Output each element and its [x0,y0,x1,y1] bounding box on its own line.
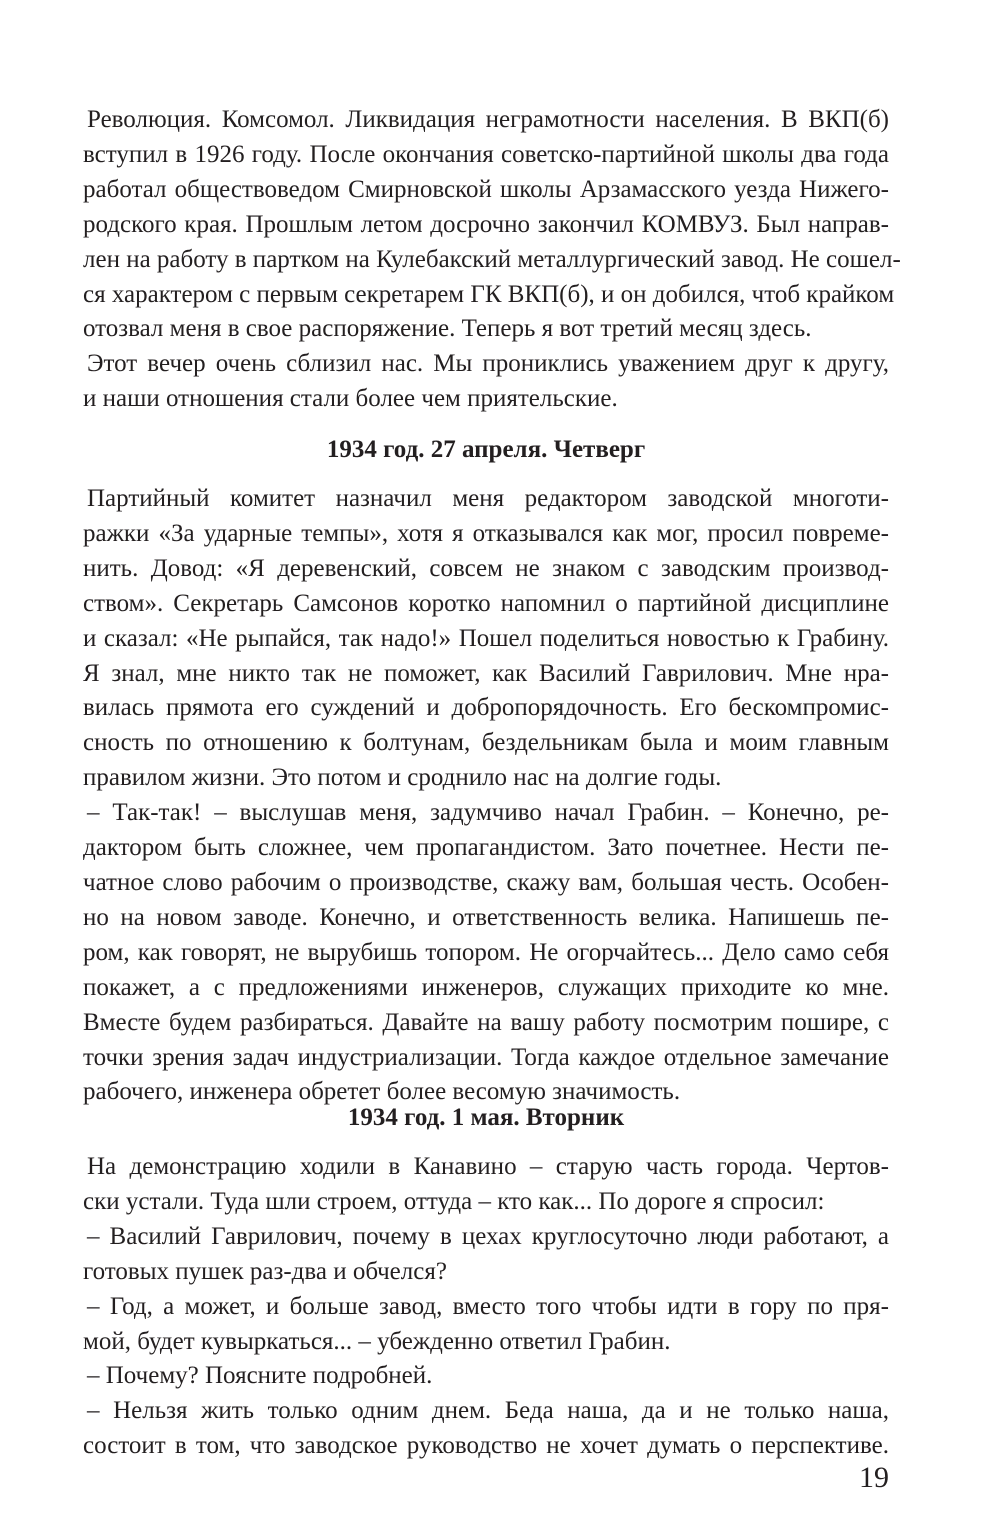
page-number: 19 [859,1461,889,1494]
text-line: родского края. Прошлым летом досрочно закончил КОМВУЗ. Был направ- [83,210,889,238]
text-line: Революция. Комсомол. Ликвидация неграмотности населения. В ВКП(б) [87,106,889,133]
text-line: – Василий Гаврилович, почему в цехах круглосуточно люди работают, а [87,1222,889,1250]
text-line: чатное слово рабочим о производстве, скажу вам, большая честь. Особен- [83,868,889,896]
section-heading: 1934 год. 27 апреля. Четверг [326,436,646,463]
paragraph-block-1 [83,103,901,417]
text-line: ся характером с первым секретарем ГК ВКП(б), и он добился, чтоб крайком [83,280,895,308]
text-line: ски устали. Туда шли строем, оттуда – кто как... По дороге я спросил: [83,1187,825,1215]
text-line: – Почему? Поясните подробней. [87,1362,433,1390]
text-line: правилом жизни. Это потом и сроднило нас на долгие годы. [83,764,722,792]
text-line: – Нельзя жить только одним днем. Беда наша, да и не только наша, [87,1397,889,1425]
text-line: состоит в том, что заводское руководство не хочет думать о перспективе. [83,1432,889,1460]
text-line: отозвал меня в свое распоряжение. Теперь я вот третий месяц здесь. [83,315,812,343]
text-line: нить. Довод: «Я деревенский, совсем не знаком с заводским производ- [83,554,889,582]
text-line: ражки «За ударные темпы», хотя я отказывался как мог, просил повреме- [83,519,889,547]
text-line: вилась прямота его суждений и добропорядочность. Его бескомпромис- [83,694,889,722]
text-line: Партийный комитет назначил меня редактором заводской многоти- [87,485,889,512]
text-line: дактором быть сложнее, чем пропагандистом. Зато почетнее. Нести пе- [83,834,889,862]
text-line: ством». Секретарь Самсонов коротко напомнил о партийной дисциплине [83,589,889,617]
text-line: Вместе будем разбираться. Давайте на вашу работу посмотрим пошире, с [83,1008,889,1036]
section-heading: 1934 год. 1 мая. Вторник [347,1104,625,1131]
text-line: Этот вечер очень сблизил нас. Мы прониклись уважением друг к другу, [87,350,889,378]
text-line: готовых пушек раз-два и обчелся? [83,1257,447,1285]
text-line: вступил в 1926 году. После окончания советско-партийной школы два года [83,140,889,168]
text-line: – Так-так! – выслушав меня, задумчиво начал Грабин. – Конечно, ре- [87,799,889,827]
paragraph-block-2 [83,482,889,1110]
text-line: сность по отношению к болтунам, бездельникам была и моим главным [83,729,889,757]
text-line: лен на работу в партком на Кулебакский металлургический завод. Не сошел- [83,245,901,273]
paragraph-block-3 [83,1150,889,1464]
text-line: На демонстрацию ходили в Канавино – старую часть города. Чертов- [87,1153,889,1180]
text-line: мой, будет кувыркаться... – убежденно ответил Грабин. [83,1327,671,1355]
text-line: точки зрения задач индустриализации. Тогда каждое отдельное замечание [83,1043,889,1071]
text-line: и наши отношения стали более чем приятельские. [83,385,618,413]
text-line: и сказал: «Не рыпайся, так надо!» Пошел поделиться новостью к Грабину. [83,624,889,652]
text-line: – Год, а может, и больше завод, вместо того чтобы идти в гору по пря- [87,1292,889,1320]
text-line: ром, как говорят, не вырубишь топором. Не огорчайтесь... Дело само себя [83,938,889,966]
text-line: рабочего, инженера обретет более весомую значимость. [83,1078,681,1106]
text-line: покажет, а с предложениями инженеров, служащих приходите ко мне. [83,973,889,1001]
text-line: Я знал, мне никто так не поможет, как Василий Гаврилович. Мне нра- [83,659,889,687]
text-line: работал обществоведом Смирновской школы Арзамасского уезда Нижего- [83,175,889,203]
text-line: но на новом заводе. Конечно, и ответственность велика. Напишешь пе- [83,903,889,931]
